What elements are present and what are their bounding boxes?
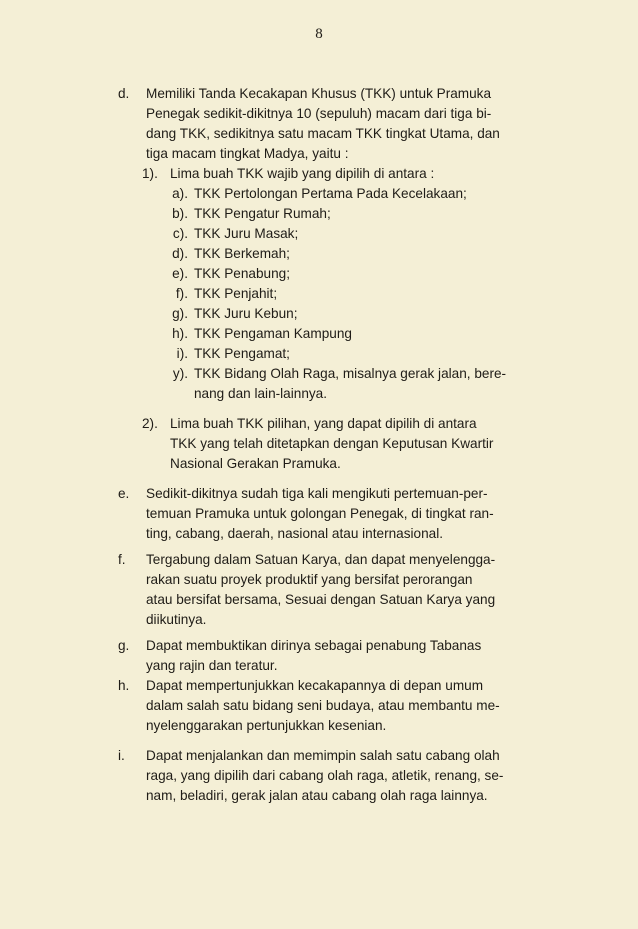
item-line: TKK Pertolongan Pertama Pada Kecelakaan; [194,186,467,201]
list-marker: d. [118,86,130,101]
item-line: TKK Berkemah; [194,246,290,261]
item-line: TKK Bidang Olah Raga, misalnya gerak jalan, bere- [194,366,507,381]
list-marker: g. [118,638,130,653]
item-line: nam, beladiri, gerak jalan atau cabang olah raga lainnya. [146,788,488,803]
requirements-list [118,84,588,806]
list-item [118,204,588,224]
list-marker: e. [118,486,130,501]
list-item [118,304,588,324]
list-item-e [118,484,588,544]
item-line: Lima buah TKK wajib yang dipilih di antara : [170,166,435,181]
item-line: dang TKK, sedikitnya satu macam TKK tingkat Utama, dan [146,126,500,141]
item-line: dalam salah satu bidang seni budaya, atau membantu me- [146,698,500,713]
item-line: Dapat membuktikan dirinya sebagai penabung Tabanas [146,638,482,653]
item-line: Memiliki Tanda Kecakapan Khusus (TKK) untuk Pramuka [146,86,492,101]
list-item-d [118,84,588,164]
item-line: Lima buah TKK pilihan, yang dapat dipilih di antara [170,416,477,431]
item-line: Penegak sedikit-dikitnya 10 (sepuluh) macam dari tiga bi- [146,106,492,121]
subsub-marker: e). [172,266,188,281]
list-item [118,364,588,404]
item-line: temuan Pramuka untuk golongan Penegak, di tingkat ran- [146,506,494,521]
page-number: 8 [315,26,323,42]
sub-marker: 1). [142,166,158,181]
item-line: TKK Penjahit; [194,286,278,301]
list-item-f [118,550,588,630]
item-line: nyelenggarakan pertunjukkan kesenian. [146,718,387,733]
list-item [118,324,588,344]
subsub-marker: c). [172,226,188,241]
sub-item-1 [118,164,588,184]
item-line: Tergabung dalam Satuan Karya, dan dapat menyelengga- [146,552,496,567]
list-item [118,344,588,364]
subsub-marker: g). [172,306,188,321]
subsub-marker: i). [176,346,188,361]
list-item [118,224,588,244]
item-line: Dapat menjalankan dan memimpin salah satu cabang olah [146,748,500,763]
list-item-h [118,676,588,736]
sub-marker: 2). [142,416,158,431]
subsub-marker: b). [172,206,188,221]
list-item [118,184,588,204]
item-line: TKK Pengamat; [194,346,290,361]
item-line: raga, yang dipilih dari cabang olah raga, atletik, renang, se- [146,768,504,783]
item-line: TKK yang telah ditetapkan dengan Keputusan Kwartir [170,436,494,451]
item-line: diikutinya. [146,612,207,627]
subsub-marker: h). [172,326,188,341]
item-line: Sedikit-dikitnya sudah tiga kali mengikuti pertemuan-per- [146,486,488,501]
item-line: yang rajin dan teratur. [146,658,278,673]
item-line: TKK Penabung; [194,266,290,281]
subsub-marker: f). [175,286,188,301]
item-line: ting, cabang, daerah, nasional atau internasional. [146,526,444,541]
list-marker: f. [118,552,126,567]
item-line: TKK Pengatur Rumah; [194,206,331,221]
item-line: nang dan lain-lainnya. [194,386,328,401]
item-line: atau bersifat bersama, Sesuai dengan Satuan Karya yang [146,592,496,607]
item-line: TKK Juru Kebun; [194,306,298,321]
item-line: rakan suatu proyek produktif yang bersifat perorangan [146,572,473,587]
subsub-marker: y). [172,366,188,381]
item-line: TKK Pengaman Kampung [194,326,352,341]
list-item [118,244,588,264]
subsub-marker: d). [172,246,188,261]
list-item-g [118,636,588,676]
list-item [118,264,588,284]
item-line: TKK Juru Masak; [194,226,299,241]
list-marker: i. [118,748,125,763]
list-item-i [118,746,588,806]
item-line: Dapat mempertunjukkan kecakapannya di depan umum [146,678,484,693]
item-line: Nasional Gerakan Pramuka. [170,456,341,471]
list-item [118,284,588,304]
list-marker: h. [118,678,130,693]
item-line: tiga macam tingkat Madya, yaitu : [146,146,349,161]
subsub-marker: a). [172,186,188,201]
sub-item-2 [118,414,588,474]
